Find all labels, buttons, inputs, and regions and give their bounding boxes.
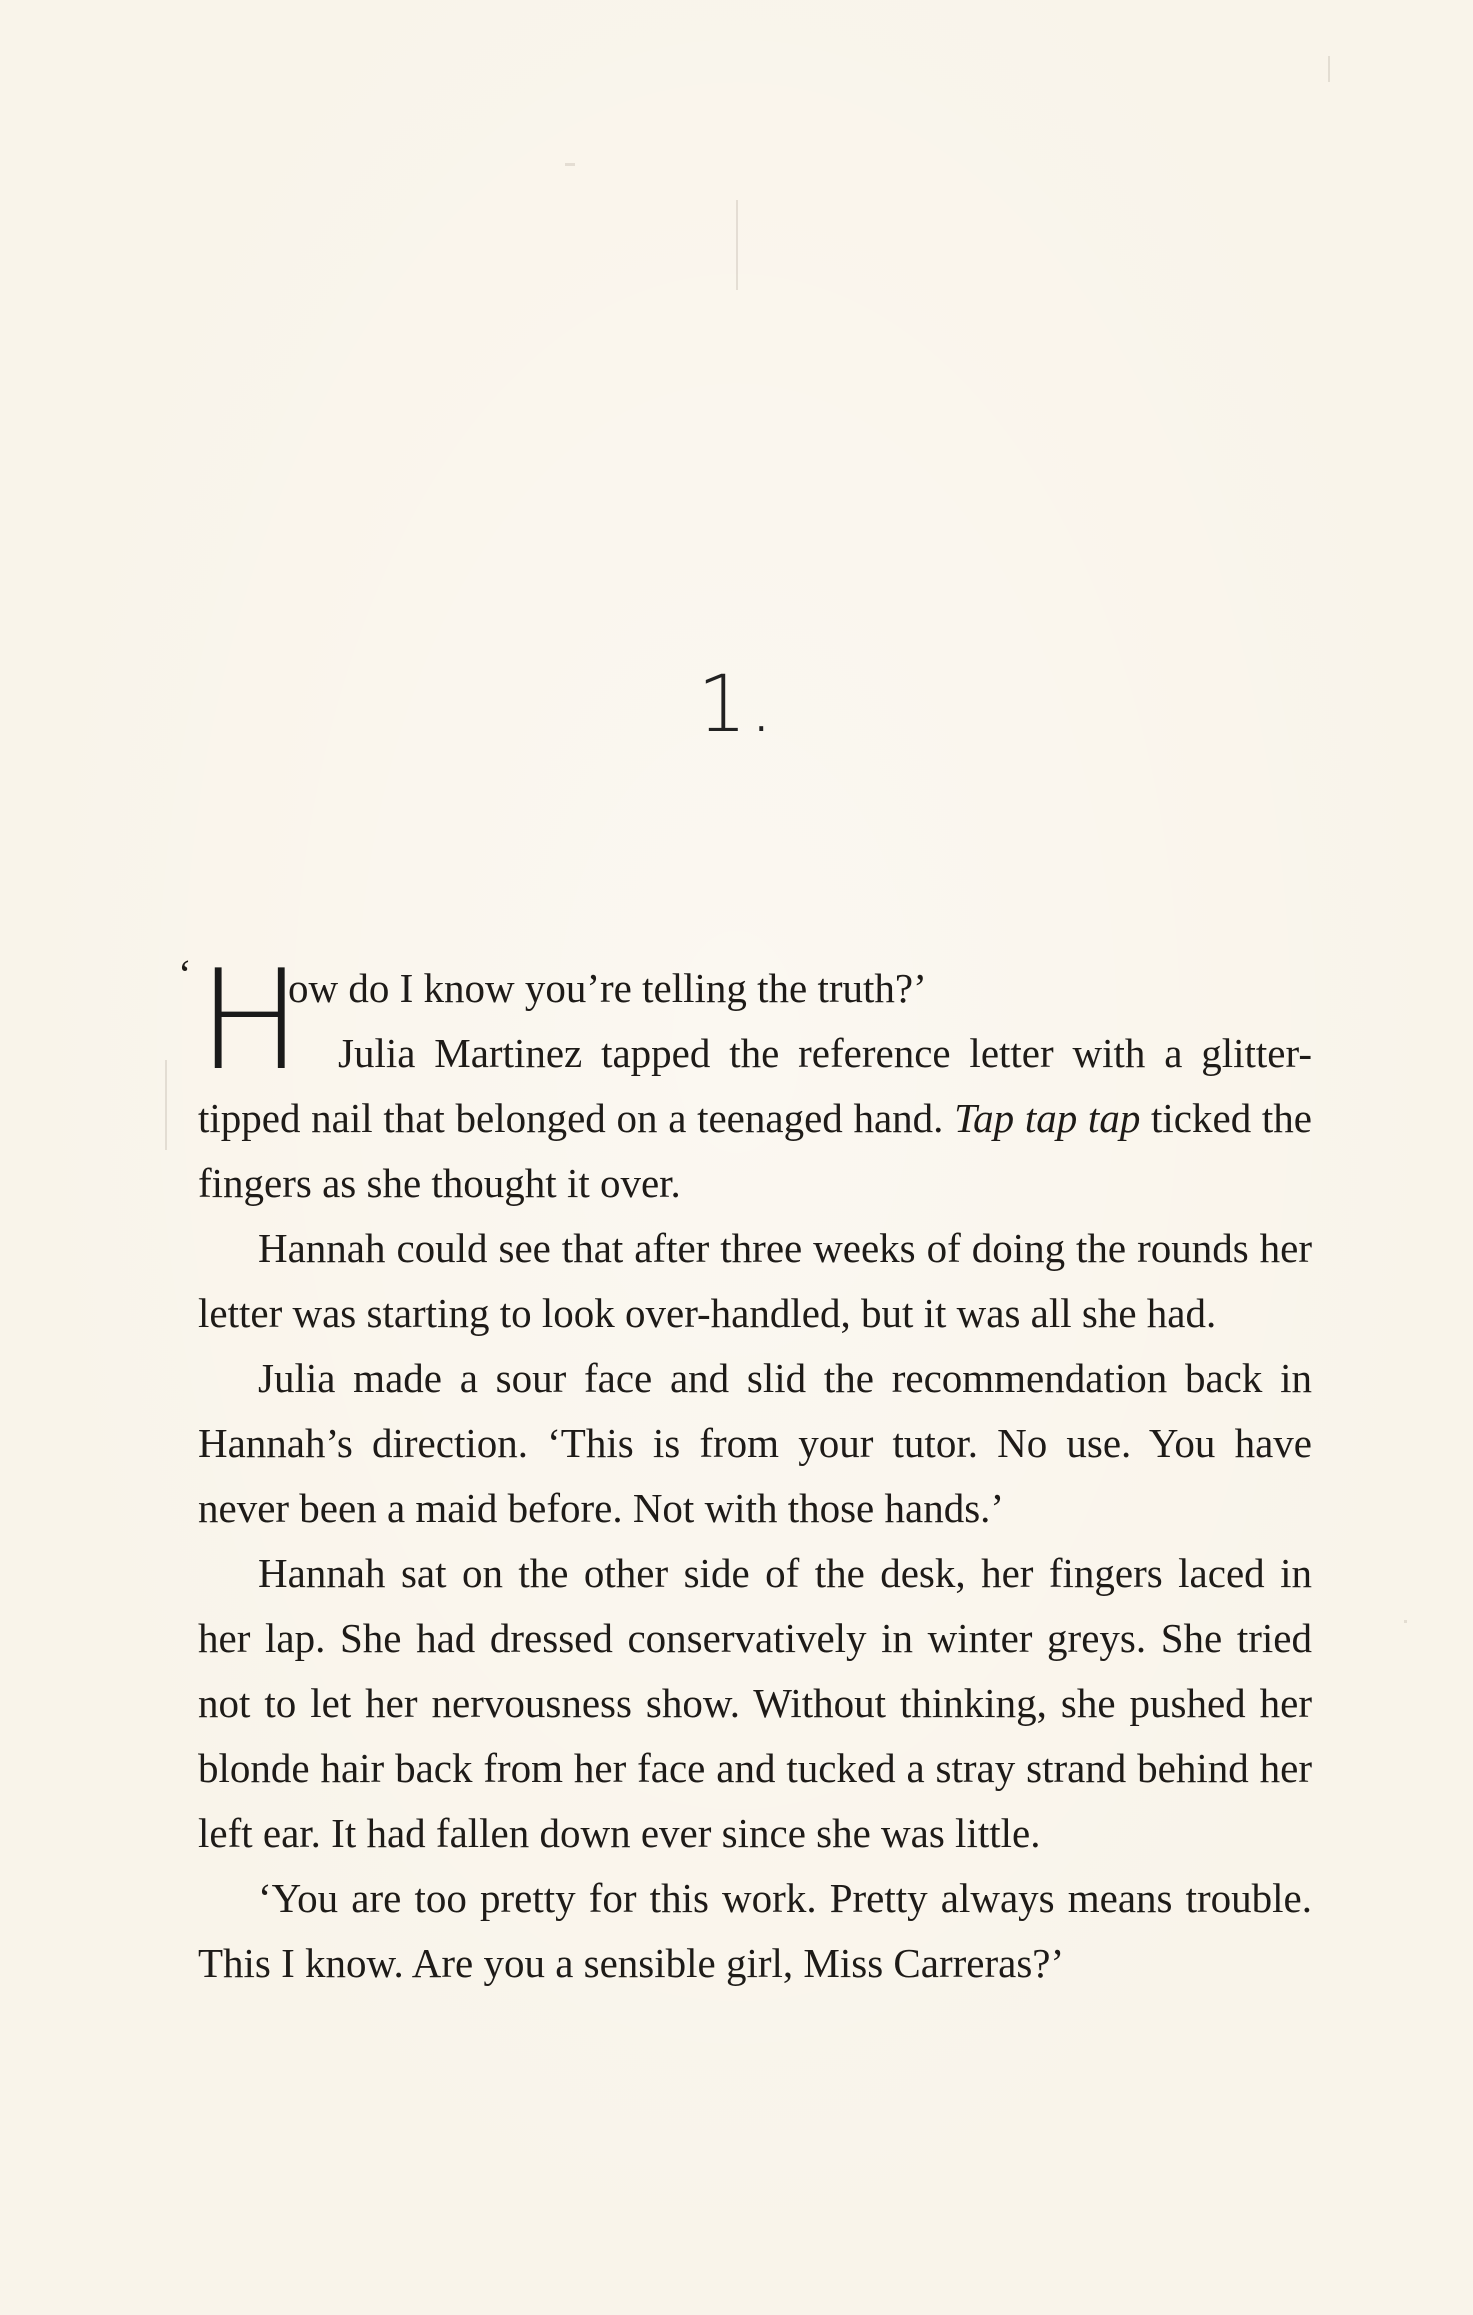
page-speck <box>565 163 575 166</box>
opening-quote-mark: ‘ <box>178 951 192 997</box>
page-speck <box>165 1060 167 1150</box>
page-speck <box>1404 1620 1407 1623</box>
paragraph-1-text: ow do I know you’re telling the truth?’ <box>288 965 927 1011</box>
page-speck <box>1328 56 1330 82</box>
chapter-body <box>178 940 1312 1996</box>
paragraph-5: Hannah sat on the other side of the desk, her fingers laced in her lap. She had dressed conservatively in winter greys. She tried not to let her nervousness show. Without thinking, she pushed her blonde hair back from her face and tucked a stray strand behind her left ear. It had fallen down ever since she was little. <box>198 1550 1312 1856</box>
paragraph-4: Julia made a sour face and slid the recommendation back in Hannah’s direction. ‘This is from your tutor. No use. You have never been a maid before. Not with those hands.’ <box>198 1355 1312 1531</box>
paragraph-2 <box>198 1021 1312 1216</box>
drop-cap: H <box>198 940 302 1101</box>
paragraph-2-text-b: ticked the fingers as she thought it over. <box>198 1095 1312 1206</box>
paragraph-6: ‘You are too pretty for this work. Pretty always means trouble. This I know. Are you a sensible girl, Miss Carreras?’ <box>198 1875 1312 1986</box>
paragraph-2-italic: Tap tap tap <box>954 1095 1141 1141</box>
page-speck <box>736 200 738 290</box>
paragraph-2-text-a: Julia Martinez tapped the reference letter with a glitter-tipped nail that belonged on a teenaged hand. <box>198 1030 1312 1141</box>
paragraph-3: Hannah could see that after three weeks of doing the rounds her letter was starting to look over-handled, but it was all she had. <box>198 1225 1312 1336</box>
chapter-number: 1. <box>697 660 776 750</box>
